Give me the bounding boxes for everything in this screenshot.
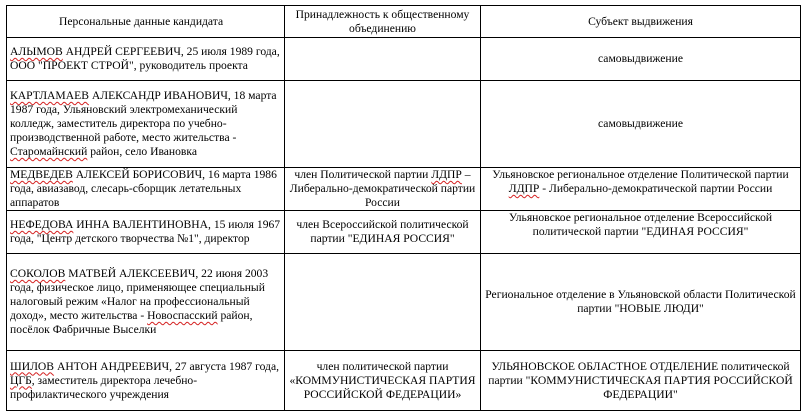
table-row bbox=[7, 168, 801, 211]
candidate-residence-district: Новоспасский bbox=[147, 309, 218, 322]
nominating-subject: УЛЬЯНОВСКОЕ ОБЛАСТНОЕ ОТДЕЛЕНИЕ политической партии "КОММУНИСТИЧЕСКАЯ ПАРТИЯ РОССИЙСКОЙ ФЕДЕРАЦИИ" bbox=[481, 351, 801, 411]
nominating-subject bbox=[481, 168, 801, 211]
candidate-details: АЛЕКСЕЙ БОРИСОВИЧ, 16 марта 1986 года, авиазавод, слесарь-сборщик летательных аппаратов bbox=[10, 168, 277, 209]
affiliation-prefix: член Политической партии bbox=[294, 168, 432, 181]
affiliation-suffix: – Либерально-демократической партии России bbox=[289, 168, 476, 209]
header-personal-data: Персональные данные кандидата bbox=[7, 6, 285, 38]
organization-abbreviation: ЦГБ bbox=[10, 373, 32, 387]
candidate-affiliation: член политической партии «КОММУНИСТИЧЕСКАЯ ПАРТИЯ РОССИЙСКОЙ ФЕДЕРАЦИИ» bbox=[285, 351, 481, 411]
candidate-personal-data bbox=[7, 351, 285, 411]
candidate-details-end: , заместитель директора лечебно-профилактического учреждения bbox=[10, 373, 198, 401]
candidate-affiliation: член Всероссийской политической партии "ЕДИНАЯ РОССИЯ" bbox=[285, 211, 481, 254]
table-row bbox=[7, 254, 801, 351]
candidate-surname: НЕФЕДОВА bbox=[10, 218, 74, 231]
candidate-affiliation bbox=[285, 168, 481, 211]
candidate-affiliation bbox=[285, 254, 481, 351]
candidate-details: МАТВЕЙ АЛЕКСЕЕВИЧ, 22 июня 2003 года, физическое лицо, применяющее специальный налоговый режим «Налог на профессиональный доход», место жительства - bbox=[10, 267, 269, 322]
candidate-surname: СОКОЛОВ bbox=[10, 267, 66, 280]
nominating-subject: самовыдвижение bbox=[481, 38, 801, 81]
candidate-personal-data bbox=[7, 81, 285, 168]
subject-suffix: - Либерально-демократической партии России bbox=[539, 182, 773, 195]
candidate-surname: ШИЛОВ bbox=[10, 359, 55, 373]
candidate-details: АНТОН АНДРЕЕВИЧ, 27 августа 1987 года, bbox=[54, 359, 279, 373]
candidate-surname: АЛЫМОВ bbox=[10, 45, 63, 58]
table-row bbox=[7, 81, 801, 168]
candidate-personal-data bbox=[7, 38, 285, 81]
candidate-details: АЛЕКСАНДР ИВАНОВИЧ, 18 марта 1987 года, Ульяновский электромеханический колледж, заместитель директора по учебно-производственной работе, место жительства - bbox=[10, 89, 277, 144]
candidate-affiliation bbox=[285, 81, 481, 168]
nominating-subject: самовыдвижение bbox=[481, 81, 801, 168]
candidate-personal-data bbox=[7, 254, 285, 351]
header-row bbox=[7, 6, 801, 38]
candidate-surname: МЕДВЕДЕВ bbox=[10, 168, 73, 181]
candidate-personal-data bbox=[7, 211, 285, 254]
party-abbreviation: ЛДПР bbox=[508, 182, 540, 195]
party-abbreviation: ЛДПР bbox=[431, 168, 462, 181]
candidate-details: ИННА ВАЛЕНТИНОВНА, 15 июля 1967 года, "Центр детского творчества №1", директор bbox=[10, 218, 281, 245]
candidate-details: АНДРЕЙ СЕРГЕЕВИЧ, 25 июля 1989 года, ООО "ПРОЕКТ СТРОЙ", руководитель проекта bbox=[10, 45, 280, 72]
candidate-surname: КАРТЛАМАЕВ bbox=[10, 89, 89, 102]
candidate-personal-data bbox=[7, 168, 285, 211]
table-row bbox=[7, 38, 801, 81]
table-row bbox=[7, 211, 801, 254]
candidate-details-end: район, посёлок Фабричные Выселки bbox=[10, 309, 253, 336]
subject-prefix: Ульяновское региональное отделение Политической партии bbox=[492, 168, 789, 181]
nominating-subject: Региональное отделение в Ульяновской области Политической партии "НОВЫЕ ЛЮДИ" bbox=[481, 254, 801, 351]
candidate-details-end: район, село Ивановка bbox=[87, 145, 197, 158]
table-row bbox=[7, 351, 801, 411]
candidates-table bbox=[6, 5, 801, 411]
nominating-subject: Ульяновское региональное отделение Всероссийской политической партии "ЕДИНАЯ РОССИЯ" bbox=[481, 211, 801, 254]
header-affiliation: Принадлежность к общественному объединению bbox=[285, 6, 481, 38]
candidate-residence-district: Старомайнский bbox=[10, 145, 88, 158]
candidate-affiliation bbox=[285, 38, 481, 81]
header-nominating-subject: Субъект выдвижения bbox=[481, 6, 801, 38]
